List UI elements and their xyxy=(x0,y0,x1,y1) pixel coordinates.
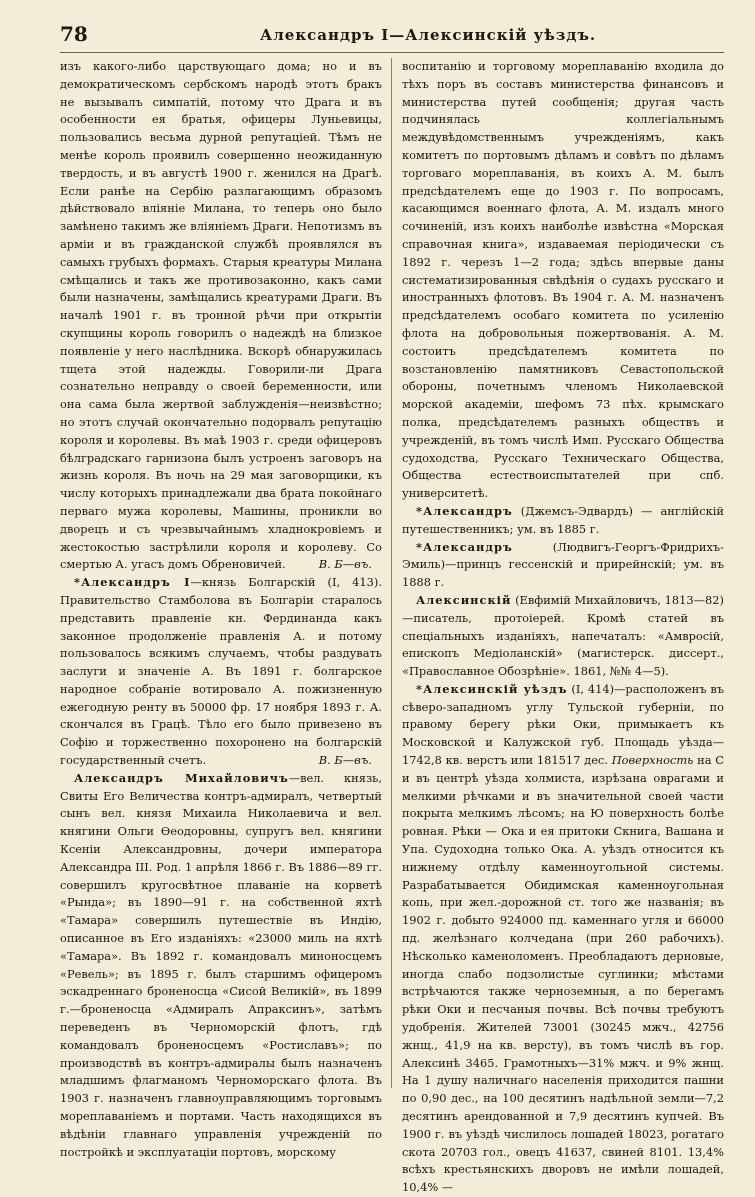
entry-text: (Евфимій Михайловичъ, 1813—82)—писатель, протоіерей. Кромѣ статей въ спеціальныхъ изданіяхъ, напечаталъ: «Амвросій, епископъ Медіоланскій» (магистерск. диссерт., «Православное Обозрѣніе». 1861, №№ 4—5). xyxy=(402,592,724,679)
entry-text: —князь Болгарскій (I, 413). Правительство Стамболова въ Болгаріи старалось представить правленіе кн. Фердинанда какъ законное продолженіе правленія А. и потому пользовалось всякимъ случаемъ, чтобы раздувать заслуги и значеніе А. Въ 1891 г. болгарское народное собраніе вотировало А. пожизненную ежегодную ренту въ 50000 фр. 17 ноября 1893 г. А. скончался въ Грацѣ. Тѣло его было привезено въ Софію и торжественно похоронено на болгарскій государственный счетъ. xyxy=(60,575,382,768)
page-number: 78 xyxy=(60,22,88,46)
entry-text: воспитанію и торговому мореплаванію входила до тѣхъ поръ въ составъ министерства финансовъ и министерства путей сообщенія; другая часть подчинялась коллегіальнымъ междувѣдомственнымъ учрежденіямъ, какъ комитетъ по портовымъ дѣламъ и совѣтъ по дѣламъ торговаго мореплаванія, въ коихъ А. М. былъ предсѣдателемъ еще до 1903 г. По вопросамъ, касающимся военнаго флота, А. М. издалъ много сочиненій, изъ коихъ наиболѣе извѣстна «Морская справочная книга», издаваемая періодически съ 1892 г. черезъ 1—2 года; здѣсь впервые даны систематизированныя свѣдѣнія о судахъ русскаго и иностранныхъ флотовъ. Въ 1904 г. А. М. назначенъ предсѣдателемъ особаго комитета по усиленію флота на добровольныя пожертвованія. А. М. состоитъ предсѣдателемъ комитета по возстановленію памятниковъ Севастопольской обороны, почетнымъ членомъ Николаевской морской академіи, шефомъ 73 пѣх. крымскаго полка, предсѣдателемъ разныхъ обществъ и учрежденій, въ томъ числѣ Имп. Русскаго Общества судоходства, Русскаго Техническаго Общества, Общества естествоиспытателей при спб. университетѣ. xyxy=(402,59,724,501)
encyclopedia-entry xyxy=(402,539,724,592)
entry-text: изъ какого-либо царствующаго дома; но и въ демократическомъ сербскомъ народѣ этотъ бракъ не вызывалъ симпатій, потому что Драга и въ особенности ея братья, офицеры Луньевицы, пользовались весьма дурной репутаціей. Тѣмъ не менѣе король проявилъ совершенно неожиданную твердость, и въ августѣ 1900 г. женился на Драгѣ. Если ранѣе на Сербію разлагающимъ образомъ дѣйствовало вліяніе Милана, то теперь оно было замѣнено такимъ же вліяніемъ Драги. Непотизмъ въ арміи и въ гражданской службѣ проявлялся въ самыхъ грубыхъ формахъ. Старыя креатуры Милана смѣщались и такъ же противозаконно, какъ сами были назначены, замѣщались креатурами Драги. Въ началѣ 1901 г. въ тронной рѣчи при открытіи скупщины король говорилъ о надеждѣ на близкое появленіе у него наслѣдника. Вскорѣ обнаружилась тщета этой надежды. Говорили-ли Драга сознательно неправду о своей беременности, или она сама была жертвой заблужденія—неизвѣстно; но этотъ случай окончательно подорвалъ репутацію короля и королевы. Въ маѣ 1903 г. среди офицеровъ бѣлградскаго гарнизона былъ устроенъ заговоръ на жизнь короля. Въ ночь на 29 мая заговорщики, къ числу которыхъ принадлежали два брата покойнаго перваго мужа королевы, Машины, проникли во дворецъ и съ чрезвычайнымъ хладнокровіемъ и жестокостью застрѣлили короля и королеву. Со смертью А. угасъ домъ Обреновичей. xyxy=(60,59,382,572)
page-header xyxy=(60,22,720,48)
encyclopedia-entry xyxy=(402,592,724,681)
entry-text: —вел. князь, Свиты Его Величества контръ-адмиралъ, четвертый сынъ вел. князя Михаила Николаевича и вел. княгини Ольги Ѳеодоровны, супругъ вел. княгини Ксеніи Александровны, дочери императора Александра III. Род. 1 апрѣля 1866 г. Въ 1886—89 гг. совершилъ кругосвѣтное плаваніе на корветѣ «Рында»; въ 1890—91 г. на собственной яхтѣ «Тамара» совершилъ путешествіе въ Индію, описанное въ Его изданіяхъ: «23000 миль на яхтѣ «Тамара». Въ 1892 г. командовалъ миноносцемъ «Ревель»; въ 1895 г. былъ старшимъ офицеромъ эскадреннаго броненосца «Сисой Великій», въ 1899 г.—броненосца «Адмиралъ Апраксинъ», затѣмъ переведенъ въ Черноморскій флотъ, гдѣ командовалъ броненосцемъ «Ростиславъ»; по производствѣ въ контръ-адмиралы былъ назначенъ младшимъ флагманомъ Черноморскаго флота. Въ 1903 г. назначенъ главноуправляющимъ торговымъ мореплаваніемъ и портами. Часть находящихся въ вѣдѣніи главнаго управленія учрежденій по постройкѣ и эксплуатаціи портовъ, морскому xyxy=(60,770,382,1159)
entry-headword: Александръ Михайловичъ xyxy=(74,770,289,785)
continued-text xyxy=(402,58,724,503)
entry-text: на С и въ центрѣ уѣзда холмиста, изрѣзана оврагами и мелкими рѣчками и въ значительной своей части покрыта мелкимъ лѣсомъ; на Ю поверхность болѣе ровная. Рѣки — Ока и ея притоки Скнига, Вашана и Упа. Судоходна только Ока. А. уѣздъ относится къ нижнему отдѣлу каменноугольной системы. Разрабатывается Обидимская каменноугольная копь, при жел.-дорожной ст. того же названія; въ 1902 г. добыто 924000 пд. каменнаго угля и 66000 пд. желѣзнаго колчедана (при 260 рабочихъ). Нѣсколько каменоломенъ. Преобладаютъ дерновые, иногда слабо подзолистые суглинки; мѣстами встрѣчаются также черноземныя, а по берегамъ рѣки Оки и песчаныя почвы. Всѣ почвы требуютъ удобренія. Жителей 73001 (30245 мжч., 42756 жнщ., 41,9 на кв. версту), въ томъ числѣ въ гор. Алексинѣ 3465. Грамотныхъ—31% мжч. и 9% жнщ. На 1 душу наличнаго населенія приходится пашни по 0,90 дес., на 100 десятинъ надѣльной земли—7,2 десятинъ арендованной и 7,9 десятинъ купчей. Въ 1900 г. въ уѣздѣ числилось лошадей 18023, рогатаго скота 20703 гол., овецъ 41637, свиней 8101. 13,4% всѣхъ крестьянскихъ дворовъ не имѣли лошадей, 10,4% — xyxy=(402,753,724,1195)
encyclopedia-entry xyxy=(402,681,724,1197)
right-column xyxy=(402,58,724,1195)
entry-text: (Людвигъ-Георгъ-Фридрихъ-Эмиль)—принцъ гессенскій и прирейнскій; ум. въ 1888 г. xyxy=(402,539,724,590)
encyclopedia-entry xyxy=(60,574,382,770)
entry-headword: *Александръ xyxy=(416,503,513,518)
encyclopedia-entry xyxy=(60,770,382,1162)
author-signature: В. Б—въ. xyxy=(318,753,372,768)
continued-text xyxy=(60,58,382,574)
encyclopedia-entry xyxy=(402,503,724,539)
entry-headword: *Александръ I xyxy=(74,575,191,590)
running-title: Александръ I—Алексинскій уѣздъ. xyxy=(260,26,597,44)
column-divider xyxy=(391,58,392,1088)
entry-headword: Алексинскій xyxy=(416,592,512,607)
author-signature: В. Б—въ. xyxy=(318,557,372,572)
entry-subheading: Поверхность xyxy=(611,753,694,768)
entry-headword: *Александръ xyxy=(416,539,513,554)
entry-headword: *Алексинскій уѣздъ xyxy=(416,681,568,696)
left-column xyxy=(60,58,382,1159)
entry-text: (I, 414)—расположенъ въ сѣверо-западномъ углу Тульской губерніи, по правому берегу рѣки Оки, примыкаетъ къ Московской и Калужской губ. Площадь уѣзда—1742,8 кв. верстъ или 181517 дес. xyxy=(402,681,724,768)
entry-text: (Джемсъ-Эдвардъ) — англійскій путешественникъ; ум. въ 1885 г. xyxy=(402,503,724,536)
header-rule xyxy=(60,52,724,53)
